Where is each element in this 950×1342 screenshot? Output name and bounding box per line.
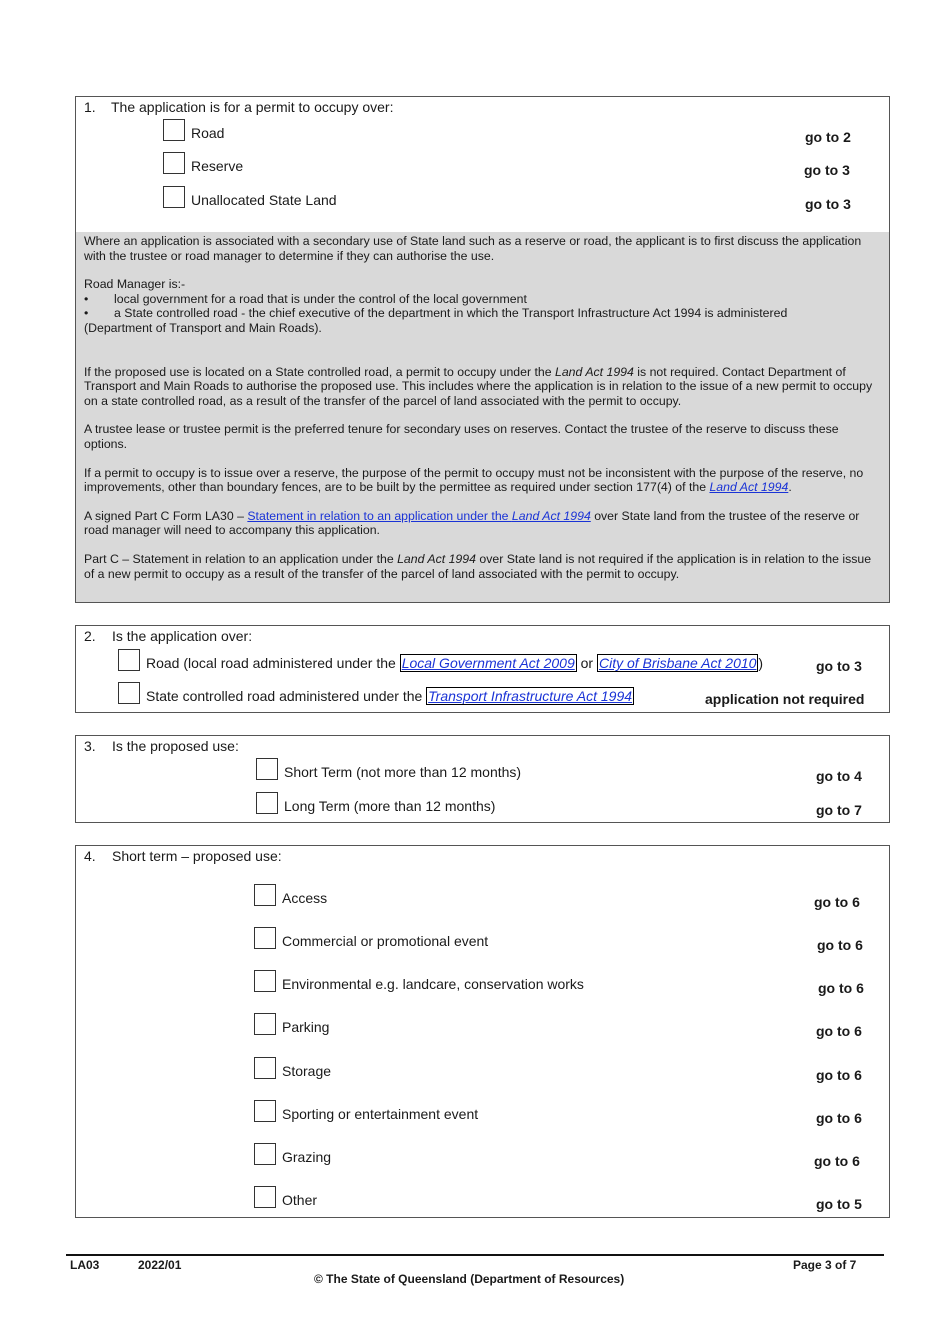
note-paragraph: Part C – Statement in relation to an application under the Land Act 1994 over State land is not required if the application is in relation to the issue of a new permit to occupy as a result of the transfer of the parcel of land associated with the permit to occupy. (84, 551, 872, 581)
goto-label: go to 3 (804, 162, 850, 178)
footer-divider (66, 1254, 884, 1256)
goto-label: go to 6 (818, 980, 864, 996)
local-road-checkbox[interactable] (118, 649, 140, 671)
note-paragraph: (Department of Transport and Main Roads). (84, 320, 322, 335)
question-4-box (75, 845, 890, 1218)
question-number: 2. (84, 628, 96, 644)
option-storage[interactable] (254, 1057, 331, 1079)
option-label: Storage (282, 1063, 332, 1079)
question-title: Short term – proposed use: (112, 848, 282, 864)
question-title: Is the proposed use: (112, 738, 239, 754)
question-title: The application is for a permit to occupy over: (111, 99, 394, 115)
option-label: Long Term (more than 12 months) (284, 798, 496, 814)
state-controlled-road-checkbox[interactable] (118, 682, 140, 704)
option-label: Grazing (282, 1149, 332, 1165)
goto-label: go to 3 (805, 196, 851, 212)
question-number: 4. (84, 848, 96, 864)
note-paragraph: If the proposed use is located on a State controlled road, a permit to occupy under the Land Act 1994 is not required. Contact Department of Transport and Main Roads to authorise the proposed use. This includes where the application is in relation to the issue of a new permit to occupy on a state controlled road, as a result of the transfer of the parcel of land associated with the permit to occupy. (84, 364, 873, 408)
form-code: LA03 (70, 1258, 100, 1272)
option-sporting-event[interactable] (254, 1100, 478, 1122)
other-checkbox[interactable] (254, 1186, 276, 1208)
goto-label: go to 3 (816, 658, 862, 674)
option-environmental[interactable] (254, 970, 584, 992)
road-manager-list (84, 292, 881, 321)
option-reserve[interactable] (163, 152, 243, 174)
option-label: Access (282, 890, 328, 906)
option-label: Sporting or entertainment event (282, 1106, 479, 1122)
transport-infrastructure-act-link[interactable]: Transport Infrastructure Act 1994 (428, 688, 633, 704)
question-2-box (75, 625, 890, 713)
road-checkbox[interactable] (163, 119, 185, 141)
question-1-box (75, 96, 890, 233)
note-paragraph: A trustee lease or trustee permit is the preferred tenure for secondary uses on reserves. Contact the trustee of the reserve to discuss these options. (84, 422, 839, 451)
storage-checkbox[interactable] (254, 1057, 276, 1079)
option-short-term[interactable] (256, 758, 521, 780)
note-paragraph: A signed Part C Form LA30 – Statement in relation to an application under the Land Act 1994 over State land from the trustee of the reserve or road manager will need to accompany this application. (84, 508, 860, 538)
la30-statement-link[interactable]: Statement in relation to an application under the Land Act 1994 (247, 508, 591, 523)
goto-label: go to 6 (816, 1067, 862, 1083)
goto-label: go to 5 (816, 1196, 862, 1212)
environmental-checkbox[interactable] (254, 970, 276, 992)
goto-label: go to 6 (814, 1153, 860, 1169)
long-term-checkbox[interactable] (256, 792, 278, 814)
option-label: Reserve (191, 158, 244, 174)
question-title: Is the application over: (112, 628, 253, 644)
option-local-road[interactable]: Road (local road administered under the Local Government Act 2009 or City of Brisbane Act 2010 ) (118, 649, 763, 671)
goto-label: go to 2 (805, 129, 851, 145)
form-version: 2022/01 (138, 1258, 182, 1272)
short-term-checkbox[interactable] (256, 758, 278, 780)
question-3-box (75, 735, 890, 823)
option-label: Short Term (not more than 12 months) (284, 764, 522, 780)
parking-checkbox[interactable] (254, 1013, 276, 1035)
land-act-link[interactable]: Land Act 1994 (709, 480, 789, 495)
option-commercial-event[interactable] (254, 927, 488, 949)
unallocated-state-land-checkbox[interactable] (163, 186, 185, 208)
option-long-term[interactable] (256, 792, 495, 814)
option-unallocated-state-land[interactable] (163, 186, 337, 208)
option-grazing[interactable] (254, 1143, 331, 1165)
city-of-brisbane-act-link[interactable]: City of Brisbane Act 2010 (598, 655, 757, 671)
reserve-checkbox[interactable] (163, 152, 185, 174)
question-number: 3. (84, 738, 96, 754)
question-number: 1. (84, 99, 96, 115)
option-label: Unallocated State Land (191, 192, 337, 208)
commercial-event-checkbox[interactable] (254, 927, 276, 949)
road-manager-heading: Road Manager is:- (84, 277, 186, 292)
information-note (75, 232, 890, 603)
list-item: • local government for a road that is under the control of the local government (84, 292, 881, 307)
goto-label: go to 6 (817, 937, 863, 953)
local-government-act-link[interactable]: Local Government Act 2009 (401, 655, 575, 671)
option-label: Parking (282, 1019, 330, 1035)
note-paragraph: Where an application is associated with a secondary use of State land such as a reserve or road, the applicant is to first discuss the application with the trustee or road manager to determine if they can authorise the use. (84, 234, 862, 263)
list-item: • a State controlled road - the chief executive of the department in which the Transport Infrastructure Act 1994 is administered (84, 306, 881, 321)
option-road[interactable] (163, 119, 224, 141)
goto-label: go to 7 (816, 802, 862, 818)
page-number: Page 3 of 7 (793, 1258, 857, 1272)
option-label: Road (191, 125, 225, 141)
copyright-text: © The State of Queensland (Department of Resources) (314, 1272, 625, 1286)
option-state-controlled-road[interactable]: State controlled road administered under the Transport Infrastructure Act 1994 (118, 682, 634, 704)
option-access[interactable] (254, 884, 327, 906)
grazing-checkbox[interactable] (254, 1143, 276, 1165)
option-label: Commercial or promotional event (282, 933, 489, 949)
goto-label: go to 6 (816, 1023, 862, 1039)
option-label: Other (282, 1192, 318, 1208)
goto-label: go to 4 (816, 768, 862, 784)
goto-label: go to 6 (816, 1110, 862, 1126)
access-checkbox[interactable] (254, 884, 276, 906)
option-label: Environmental e.g. landcare, conservation works (282, 976, 584, 992)
sporting-event-checkbox[interactable] (254, 1100, 276, 1122)
option-other[interactable] (254, 1186, 317, 1208)
goto-label: go to 6 (814, 894, 860, 910)
note-paragraph: If a permit to occupy is to issue over a reserve, the purpose of the permit to occupy must not be inconsistent with the purpose of the reserve, no improvements, other than boundary fences, are to be built by the permittee as required under section 177(4) of the Land Act 1994. (84, 465, 864, 495)
option-parking[interactable] (254, 1013, 329, 1035)
goto-label: application not required (705, 691, 865, 707)
